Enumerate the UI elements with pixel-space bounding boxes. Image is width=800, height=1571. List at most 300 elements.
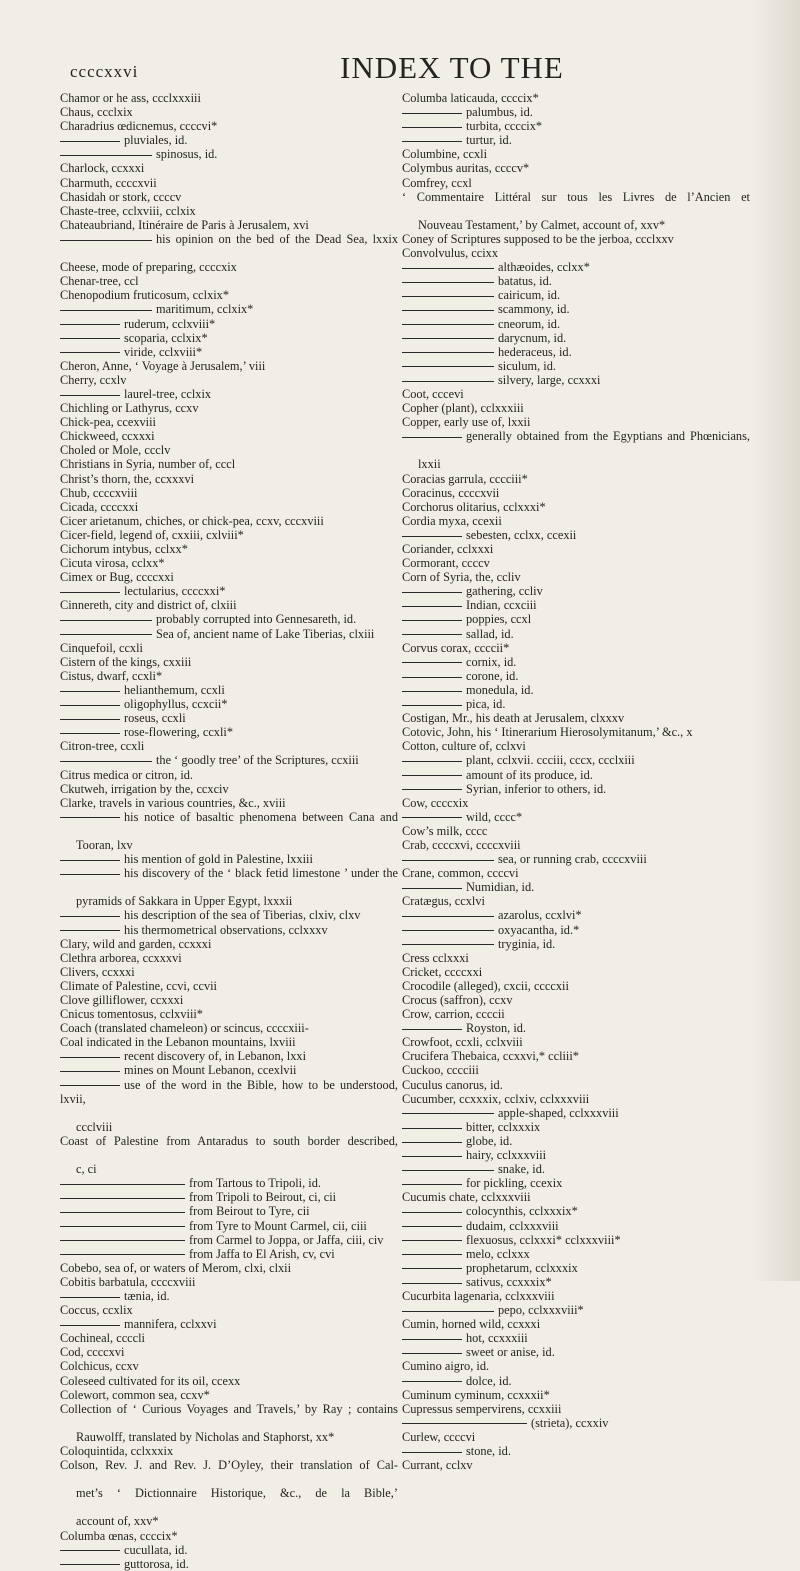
ditto-rule xyxy=(60,240,152,241)
ditto-rule xyxy=(60,1550,120,1551)
index-entry xyxy=(60,739,398,753)
index-entry xyxy=(402,542,750,556)
index-entry xyxy=(402,951,750,965)
ditto-rule xyxy=(60,1297,120,1298)
index-entry-text: Coracias garrula, cccciii* xyxy=(402,471,528,486)
index-entry-text: Cotovic, John, his ‘ Itinerarium Hierosolymitanum,’ &c., x xyxy=(402,725,693,740)
index-entry-text: from Jaffa to El Arish, cv, cvi xyxy=(189,1246,335,1261)
index-entry-text: Charlock, ccxxxi xyxy=(60,161,145,176)
ditto-rule xyxy=(402,127,462,128)
index-entry xyxy=(402,1388,750,1402)
index-entry xyxy=(402,1148,750,1162)
index-entry-text: Clary, wild and garden, ccxxxi xyxy=(60,936,212,951)
index-entry xyxy=(402,641,750,655)
index-entry-text: roseus, ccxli xyxy=(124,711,186,726)
index-entry-text: Cumin, horned wild, ccxxxi xyxy=(402,1317,541,1332)
index-entry-text: cucullata, id. xyxy=(124,1542,188,1557)
index-entry-text: Convolvulus, ccixx xyxy=(402,246,499,261)
index-entry-text: oxyacantha, id.* xyxy=(498,922,580,937)
index-entry xyxy=(402,1331,750,1345)
index-entry xyxy=(60,1134,398,1162)
index-entry xyxy=(60,373,398,387)
index-entry-text: Cricket, ccccxxi xyxy=(402,964,483,979)
index-entry-text: Copper, early use of, lxxii xyxy=(402,415,531,430)
index-entry xyxy=(402,965,750,979)
index-entry-text: Chaste-tree, cclxviii, cclxix xyxy=(60,203,196,218)
index-entry xyxy=(402,1106,750,1120)
index-entry-text: pica, id. xyxy=(466,697,506,712)
index-entry-text: Royston, id. xyxy=(466,1021,527,1036)
index-entry xyxy=(60,218,398,232)
index-entry xyxy=(60,1345,398,1359)
index-entry xyxy=(402,1134,750,1148)
index-entry-text: bitter, cclxxxix xyxy=(466,1119,541,1134)
ditto-rule xyxy=(60,141,120,142)
index-entry xyxy=(402,725,750,739)
index-entry xyxy=(402,260,750,274)
ditto-rule xyxy=(402,1212,462,1213)
index-entry-text: from Tripoli to Beirout, ci, cii xyxy=(189,1190,337,1205)
index-entry-text: Cinquefoil, ccxli xyxy=(60,640,143,655)
ditto-rule xyxy=(402,634,462,635)
index-entry-text: Coracinus, ccccxvii xyxy=(402,485,500,500)
index-entry xyxy=(60,528,398,542)
ditto-rule xyxy=(60,705,120,706)
index-entry xyxy=(402,1416,750,1430)
index-entry-text: prophetarum, cclxxxix xyxy=(466,1260,578,1275)
index-entry-text: palumbus, id. xyxy=(466,105,533,120)
index-entry xyxy=(60,1261,398,1275)
index-entry-text: snake, id. xyxy=(498,1162,545,1177)
index-entry xyxy=(60,232,398,260)
index-entry-text: Cheese, mode of preparing, ccccxix xyxy=(60,260,237,275)
ditto-rule xyxy=(402,536,462,537)
ditto-rule xyxy=(60,719,120,720)
index-entry xyxy=(402,274,750,288)
index-entry xyxy=(60,1049,398,1063)
index-entry-text: Columba laticauda, ccccix* xyxy=(402,91,539,105)
ditto-rule xyxy=(402,761,462,762)
index-entry xyxy=(402,161,750,175)
index-entry xyxy=(402,711,750,725)
index-entry-text: ruderum, cclxviii* xyxy=(124,316,216,331)
index-entry-text: Colchicus, ccxv xyxy=(60,1359,139,1374)
index-entry xyxy=(402,1289,750,1303)
index-entry-text: Cicer-field, legend of, cxxiii, cxlviii* xyxy=(60,527,244,542)
index-entry-text: Cod, ccccxvi xyxy=(60,1345,125,1360)
index-entry xyxy=(402,810,750,824)
index-entry-text: Indian, ccxciii xyxy=(466,598,537,613)
index-entry xyxy=(60,1219,398,1233)
index-entry xyxy=(402,782,750,796)
index-entry xyxy=(60,288,398,302)
index-entry xyxy=(60,1388,398,1402)
index-entry xyxy=(402,1374,750,1388)
ditto-rule xyxy=(402,324,494,325)
index-entry xyxy=(402,288,750,302)
index-entry xyxy=(402,1345,750,1359)
index-entry xyxy=(60,753,398,767)
index-entry xyxy=(60,796,398,810)
index-entry xyxy=(60,1430,398,1444)
index-entry xyxy=(402,1219,750,1233)
index-entry xyxy=(60,951,398,965)
ditto-rule xyxy=(402,1156,462,1157)
index-entry-text: Clivers, ccxxxi xyxy=(60,964,135,979)
index-entry xyxy=(402,119,750,133)
index-entry-text: Clarke, travels in various countries, &c., xviii xyxy=(60,795,286,810)
index-entry xyxy=(60,1331,398,1345)
index-entry-text: Coach (translated chameleon) or scincus, ccccxiii- xyxy=(60,1021,309,1036)
index-entry xyxy=(60,655,398,669)
index-entry-text: his discovery of the ‘ black fetid limestone ’ under the xyxy=(124,866,398,881)
index-entry-text: Crow, carrion, ccccii xyxy=(402,1007,505,1022)
index-entry xyxy=(402,401,750,415)
index-entry-text: Cuminum cyminum, ccxxxii* xyxy=(402,1387,550,1402)
index-entry xyxy=(60,697,398,711)
index-entry-text: darycnum, id. xyxy=(498,330,567,345)
index-entry xyxy=(402,655,750,669)
index-entry-text: Colymbus auritas, ccccv* xyxy=(402,161,530,176)
index-entry-text: account of, xxv* xyxy=(76,1514,159,1529)
index-entry-text: Colson, Rev. J. and Rev. J. D’Oyley, their translation of Cal- xyxy=(60,1458,398,1473)
index-entry xyxy=(402,824,750,838)
index-entry-text: Corn of Syria, the, ccliv xyxy=(402,570,521,585)
ditto-rule xyxy=(60,874,120,875)
index-entry-text: Collection of ‘ Curious Voyages and Travels,’ by Ray ; contains xyxy=(60,1401,398,1416)
index-entry xyxy=(402,1247,750,1261)
index-entry-text: Tooran, lxv xyxy=(76,837,133,852)
index-entry xyxy=(402,1261,750,1275)
index-entry xyxy=(60,190,398,204)
index-entry xyxy=(402,1021,750,1035)
index-entry xyxy=(60,260,398,274)
index-entry-text: Cow’s milk, cccc xyxy=(402,823,488,838)
index-entry xyxy=(402,387,750,401)
index-entry xyxy=(402,472,750,486)
ditto-rule xyxy=(60,1212,185,1213)
ditto-rule xyxy=(402,366,494,367)
index-entry-text: Columba œnas, ccccix* xyxy=(60,1528,178,1543)
ditto-rule xyxy=(402,1339,462,1340)
index-entry-text: Cobitis barbatula, ccccxviii xyxy=(60,1274,196,1289)
index-entry xyxy=(60,133,398,147)
index-entry xyxy=(60,556,398,570)
index-entry xyxy=(60,119,398,133)
index-entry-text: corone, id. xyxy=(466,668,519,683)
index-entry xyxy=(402,147,750,161)
index-entry-text: maritimum, cclxix* xyxy=(156,302,254,317)
index-entry-text: Cucumis chate, cclxxxviii xyxy=(402,1190,531,1205)
index-entry-text: Cuculus canorus, id. xyxy=(402,1077,503,1092)
ditto-rule xyxy=(402,113,462,114)
index-entry-text: Chub, ccccxviii xyxy=(60,485,138,500)
index-entry xyxy=(60,725,398,739)
index-entry-text: Chasidah or stork, ccccv xyxy=(60,189,182,204)
index-entry-text: Cinnereth, city and district of, clxiii xyxy=(60,598,237,613)
index-entry xyxy=(402,866,750,880)
index-entry-text: cairicum, id. xyxy=(498,288,561,303)
index-entry xyxy=(402,359,750,373)
index-entry xyxy=(402,979,750,993)
index-entry-text: Christ’s thorn, the, ccxxxvi xyxy=(60,471,195,486)
index-entry xyxy=(60,908,398,922)
index-entry xyxy=(402,345,750,359)
index-entry xyxy=(60,641,398,655)
index-entry xyxy=(402,133,750,147)
ditto-rule xyxy=(402,1184,462,1185)
index-entry xyxy=(402,1204,750,1218)
index-entry-text: from Tyre to Mount Carmel, cii, ciii xyxy=(189,1218,367,1233)
ditto-rule xyxy=(402,1254,462,1255)
index-entry xyxy=(60,810,398,838)
ditto-rule xyxy=(402,1170,494,1171)
index-entry xyxy=(402,1007,750,1021)
ditto-rule xyxy=(402,268,494,269)
index-entry xyxy=(60,429,398,443)
index-entry xyxy=(402,1317,750,1331)
index-entry xyxy=(60,1557,398,1571)
index-entry xyxy=(402,1078,750,1092)
ditto-rule xyxy=(402,662,462,663)
ditto-rule xyxy=(60,634,152,635)
index-entry-text: tryginia, id. xyxy=(498,936,556,951)
index-entry xyxy=(60,979,398,993)
index-entry xyxy=(60,1190,398,1204)
index-entry-text: Cratægus, ccxlvi xyxy=(402,894,485,909)
index-entry xyxy=(60,1233,398,1247)
index-entry xyxy=(60,782,398,796)
ditto-rule xyxy=(402,1381,462,1382)
index-entry-text: Colewort, common sea, ccxv* xyxy=(60,1387,210,1402)
index-entry xyxy=(402,697,750,711)
index-entry-text: laurel-tree, cclxix xyxy=(124,386,212,401)
index-entry-text: from Tartous to Tripoli, id. xyxy=(189,1176,321,1191)
index-entry-text: rose-flowering, ccxli* xyxy=(124,725,233,740)
index-entry-text: Cuckoo, cccciii xyxy=(402,1063,479,1078)
page-number: ccccxxvi xyxy=(70,62,139,81)
index-entry-text: Cicada, ccccxxi xyxy=(60,499,139,514)
index-entry-text: althæoides, cclxx* xyxy=(498,260,590,275)
index-entry-text: Cicer arietanum, chiches, or chick-pea, ccxv, cccxviii xyxy=(60,513,324,528)
index-entry-text: mannifera, cclxxvi xyxy=(124,1317,217,1332)
index-entry xyxy=(60,1162,398,1176)
ditto-rule xyxy=(60,395,120,396)
index-entry xyxy=(402,584,750,598)
index-entry xyxy=(60,838,398,852)
index-entry-text: Crocus (saffron), ccxv xyxy=(402,993,513,1007)
ditto-rule xyxy=(60,592,120,593)
index-entry-text: lectularius, ccccxxi* xyxy=(124,584,226,599)
index-entry-text: Rauwolff, translated by Nicholas and Staphorst, xx* xyxy=(76,1429,335,1444)
ditto-rule xyxy=(402,789,462,790)
index-entry-text: his opinion on the bed of the Dead Sea, lxxix xyxy=(156,231,398,246)
index-entry xyxy=(60,1289,398,1303)
index-entry xyxy=(402,331,750,345)
index-entry xyxy=(60,894,398,908)
index-entry-text: turbita, ccccix* xyxy=(466,119,543,134)
index-entry-text: sea, or running crab, ccccxviii xyxy=(498,852,647,867)
index-entry-text: Clove gilliflower, ccxxxi xyxy=(60,993,184,1007)
index-entry-text: Crocodile (alleged), cxcii, ccccxii xyxy=(402,978,569,993)
ditto-rule xyxy=(402,352,494,353)
index-entry xyxy=(402,598,750,612)
index-entry-text: sativus, ccxxxix* xyxy=(466,1274,552,1289)
index-entry-text: Choled or Mole, ccclv xyxy=(60,443,171,458)
index-entry xyxy=(60,669,398,683)
index-entry xyxy=(402,528,750,542)
index-entry-text: batatus, id. xyxy=(498,274,552,289)
index-entry xyxy=(60,598,398,612)
index-entry xyxy=(402,739,750,753)
index-entry-text: hairy, cclxxxviii xyxy=(466,1148,547,1163)
index-entry-text: scoparia, cclxix* xyxy=(124,330,208,345)
index-entry xyxy=(402,1430,750,1444)
right-index-column xyxy=(402,91,750,1472)
ditto-rule xyxy=(60,1254,185,1255)
index-entry xyxy=(402,373,750,387)
index-entry-text: for pickling, ccexix xyxy=(466,1176,563,1191)
page-edge-shadow xyxy=(752,0,800,1281)
ditto-rule xyxy=(60,310,152,311)
index-entry xyxy=(60,317,398,331)
index-entry-text: Cucurbita lagenaria, cclxxxviii xyxy=(402,1288,555,1303)
index-entry-text: Currant, cclxv xyxy=(402,1458,473,1473)
index-entry xyxy=(402,1303,750,1317)
index-entry xyxy=(60,401,398,415)
index-entry xyxy=(60,1543,398,1557)
index-entry-text: Chamor or he ass, ccclxxxiii xyxy=(60,91,201,105)
index-entry-text: Syrian, inferior to others, id. xyxy=(466,781,607,796)
index-entry-text: use of the word in the Bible, how to be understood, lxvii, xyxy=(60,1077,398,1106)
index-entry-text: helianthemum, ccxli xyxy=(124,682,225,697)
index-entry-text: apple-shaped, cclxxxviii xyxy=(498,1105,619,1120)
index-entry-text: Coot, cccevi xyxy=(402,386,464,401)
index-entry-text: his description of the sea of Tiberias, clxiv, clxv xyxy=(124,908,361,923)
index-entry-text: recent discovery of, in Lebanon, lxxi xyxy=(124,1049,307,1064)
index-entry-text: Cormorant, ccccv xyxy=(402,556,490,571)
index-entry-text: Cichorum intybus, cclxx* xyxy=(60,542,188,556)
index-entry-text: Coccus, ccxlix xyxy=(60,1303,133,1318)
index-entry xyxy=(60,1529,398,1543)
index-entry-text: sweet or anise, id. xyxy=(466,1345,555,1360)
index-entry xyxy=(402,1176,750,1190)
ditto-rule xyxy=(402,620,462,621)
index-entry-text: Cherry, ccxlv xyxy=(60,372,127,387)
ditto-rule xyxy=(60,1198,185,1199)
ditto-rule xyxy=(402,775,462,776)
index-entry-text: flexuosus, cclxxxi* cclxxxviii* xyxy=(466,1232,621,1247)
index-entry xyxy=(60,711,398,725)
index-entry xyxy=(60,147,398,161)
ditto-rule xyxy=(60,761,152,762)
index-entry-text: stone, id. xyxy=(466,1444,511,1458)
index-entry xyxy=(402,852,750,866)
index-entry xyxy=(402,1049,750,1063)
ditto-rule xyxy=(402,606,462,607)
index-entry xyxy=(402,880,750,894)
ditto-rule xyxy=(402,1353,462,1354)
index-entry-text: hederaceus, id. xyxy=(498,344,572,359)
index-entry-text: dudaim, cclxxxviii xyxy=(466,1218,559,1233)
index-entry xyxy=(402,993,750,1007)
index-entry-text: cornix, id. xyxy=(466,654,517,669)
index-entry xyxy=(60,1078,398,1120)
index-entry-text: pluviales, id. xyxy=(124,133,188,148)
index-entry xyxy=(402,91,750,105)
index-entry xyxy=(60,204,398,218)
index-entry xyxy=(60,768,398,782)
index-entry xyxy=(60,1444,398,1458)
ditto-rule xyxy=(60,916,120,917)
index-entry xyxy=(60,274,398,288)
index-entry xyxy=(60,866,398,894)
index-entry xyxy=(402,669,750,683)
ditto-rule xyxy=(402,1283,462,1284)
index-entry-text: Crab, ccccxvi, ccccxviii xyxy=(402,837,521,852)
index-entry-text: Cimex or Bug, ccccxxi xyxy=(60,570,174,585)
ditto-rule xyxy=(402,381,494,382)
index-entry-text: Coloquintida, cclxxxix xyxy=(60,1444,174,1458)
ditto-rule xyxy=(402,1226,462,1227)
index-entry-text: monedula, id. xyxy=(466,682,534,697)
index-entry-text: sallad, id. xyxy=(466,626,514,641)
index-entry-text: Citron-tree, ccxli xyxy=(60,739,145,754)
index-entry xyxy=(402,457,750,471)
index-entry xyxy=(402,627,750,641)
index-entry xyxy=(60,965,398,979)
ditto-rule xyxy=(60,155,152,156)
index-entry-text: viride, cclxviii* xyxy=(124,344,203,359)
index-entry xyxy=(60,993,398,1007)
index-entry xyxy=(60,1374,398,1388)
index-entry xyxy=(402,768,750,782)
index-entry xyxy=(402,1035,750,1049)
index-entry xyxy=(402,796,750,810)
index-entry xyxy=(402,1359,750,1373)
ditto-rule xyxy=(60,352,120,353)
index-entry xyxy=(402,486,750,500)
ditto-rule xyxy=(402,310,494,311)
index-entry xyxy=(60,387,398,401)
ditto-rule xyxy=(402,916,494,917)
index-entry xyxy=(60,1204,398,1218)
index-entry-text: Ckutweh, irrigation by the, ccxciv xyxy=(60,781,229,796)
index-entry xyxy=(60,1402,398,1430)
ditto-rule xyxy=(60,324,120,325)
index-entry-text: probably corrupted into Gennesareth, id. xyxy=(156,612,357,627)
index-entry xyxy=(60,627,398,641)
index-entry-text: Costigan, Mr., his death at Jerusalem, clxxxv xyxy=(402,711,625,726)
index-entry xyxy=(402,1402,750,1416)
index-entry-text: amount of its produce, id. xyxy=(466,767,593,782)
index-entry-text: sebesten, cclxx, ccexii xyxy=(466,527,577,542)
index-entry-text: c, ci xyxy=(76,1162,97,1177)
index-entry xyxy=(402,908,750,922)
index-entry-text: Chaus, ccclxix xyxy=(60,105,133,120)
index-entry xyxy=(402,232,750,246)
index-entry xyxy=(402,1233,750,1247)
ditto-rule xyxy=(402,944,494,945)
index-entry-text: ccclviii xyxy=(76,1119,113,1134)
index-entry-text: spinosus, id. xyxy=(156,147,218,162)
index-entry-text: his notice of basaltic phenomena between Cana and xyxy=(124,809,398,824)
index-entry-text: his mention of gold in Palestine, lxxiii xyxy=(124,852,313,867)
ditto-rule xyxy=(60,620,152,621)
ditto-rule xyxy=(402,888,462,889)
index-entry-text: Coriander, cclxxxi xyxy=(402,542,494,556)
index-entry-text: Coleseed cultivated for its oil, ccexx xyxy=(60,1373,241,1388)
